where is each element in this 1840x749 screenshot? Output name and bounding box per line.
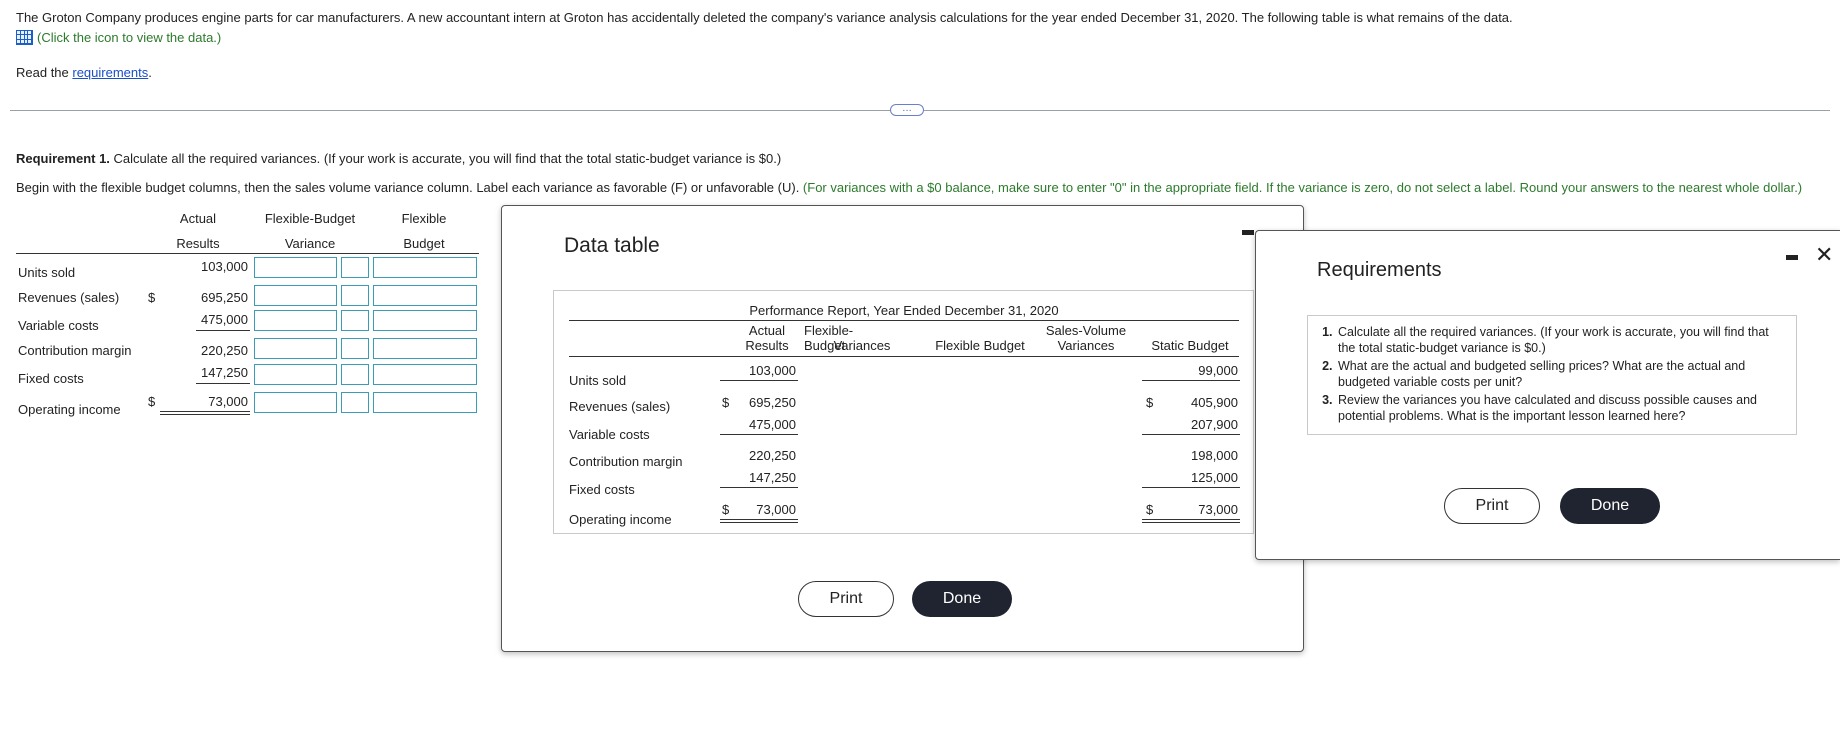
actual-value: 147,250 xyxy=(201,365,248,380)
value-rule xyxy=(1142,434,1240,435)
report-title: Performance Report, Year Ended December 31, 2020 xyxy=(749,303,1059,318)
dollar-sign: $ xyxy=(1146,502,1154,517)
row-label: Operating income xyxy=(569,512,672,527)
actual-value: 73,000 xyxy=(208,394,248,409)
requirement-1-instructions: Begin with the flexible budget columns, then the sales volume variance column. Label each variance as favorable (F) or unfavorable (U). (For variances with a $0 balance, make sure to enter "0" in the appropriate field. If the variance is zero, do not select a label. Round your answers to the nearest whole dollar.) xyxy=(16,180,1803,195)
total-double-rule xyxy=(1142,519,1240,523)
fbv-revenues-label-select[interactable] xyxy=(341,285,369,306)
data-table-dialog xyxy=(501,205,1304,652)
fbv-contribution-margin-input[interactable] xyxy=(254,338,337,359)
requirements-dialog xyxy=(1255,230,1840,560)
fbv-fixed-costs-input[interactable] xyxy=(254,364,337,385)
close-icon[interactable]: ✕ xyxy=(1815,242,1834,267)
header-rule xyxy=(569,356,1239,357)
actual-value: 220,250 xyxy=(749,448,796,463)
requirements-list xyxy=(1308,316,1796,432)
row-label: Contribution margin xyxy=(569,454,683,469)
fbv-operating-income-label-select[interactable] xyxy=(341,392,369,413)
fb-variable-costs-input[interactable] xyxy=(373,310,477,331)
requirement-item: 3. Review the variances you have calculated and discuss possible causes and potential problems. What is the important lesson learned here? xyxy=(1336,392,1786,424)
actual-value: 103,000 xyxy=(201,259,248,274)
actual-value: 475,000 xyxy=(749,417,796,432)
actual-value: 73,000 xyxy=(756,502,796,517)
value-rule xyxy=(1142,487,1240,488)
performance-report-table xyxy=(553,290,1254,534)
requirement-1-heading: Requirement 1. Calculate all the required variances. (If your work is accurate, you will find that the total static-budget variance is $0.) xyxy=(16,151,782,166)
col-actual-1: Actual xyxy=(748,323,786,338)
row-label: Fixed costs xyxy=(18,371,84,386)
row-label: Units sold xyxy=(18,265,76,280)
subtotal-rule xyxy=(196,330,250,331)
fbv-fixed-costs-label-select[interactable] xyxy=(341,364,369,385)
value-rule xyxy=(720,380,798,381)
done-button[interactable]: Done xyxy=(1560,488,1660,524)
actual-value: 103,000 xyxy=(749,363,796,378)
col-header-fbv-2: Variance xyxy=(284,236,336,251)
col-header-actual-2: Results xyxy=(176,236,220,251)
view-data-link[interactable] xyxy=(16,30,221,45)
static-value: 207,900 xyxy=(1191,417,1238,432)
print-button[interactable]: Print xyxy=(1444,488,1540,524)
col-svv-2: Variances xyxy=(1057,338,1115,353)
row-label: Variable costs xyxy=(569,427,650,442)
header-underline xyxy=(16,253,479,254)
static-value: 125,000 xyxy=(1191,470,1238,485)
total-double-rule xyxy=(160,411,250,415)
row-label: Revenues (sales) xyxy=(18,290,120,305)
dialog-title: Data table xyxy=(564,234,660,257)
dollar-sign: $ xyxy=(148,290,156,305)
requirement-item: 2. What are the actual and budgeted selling prices? What are the actual and budgeted variable costs per unit? xyxy=(1336,358,1786,390)
static-value: 405,900 xyxy=(1191,395,1238,410)
dollar-sign: $ xyxy=(1146,395,1154,410)
total-double-rule xyxy=(720,519,798,523)
col-header-fbv-1: Flexible-Budget xyxy=(264,211,356,226)
static-value: 198,000 xyxy=(1191,448,1238,463)
view-data-text[interactable]: (Click the icon to view the data.) xyxy=(37,30,222,45)
fb-units-input[interactable] xyxy=(373,257,477,278)
dollar-sign: $ xyxy=(722,395,730,410)
row-label: Variable costs xyxy=(18,318,99,333)
fbv-units-input[interactable] xyxy=(254,257,337,278)
fb-contribution-margin-input[interactable] xyxy=(373,338,477,359)
actual-value: 695,250 xyxy=(749,395,796,410)
static-value: 99,000 xyxy=(1198,363,1238,378)
requirement-item: 1. Calculate all the required variances. (If your work is accurate, you will find that the total static-budget variance is $0.) xyxy=(1336,324,1786,356)
row-label: Contribution margin xyxy=(18,343,132,358)
col-fbv-1: Flexible-Budget xyxy=(804,323,854,353)
row-label: Units sold xyxy=(569,373,627,388)
row-label: Operating income xyxy=(18,402,121,417)
minimize-icon[interactable] xyxy=(1786,255,1798,260)
value-rule xyxy=(1142,380,1240,381)
fbv-units-label-select[interactable] xyxy=(341,257,369,278)
col-static-budget: Static Budget xyxy=(1151,338,1229,353)
fbv-variable-costs-label-select[interactable] xyxy=(341,310,369,331)
fb-operating-income-input[interactable] xyxy=(373,392,477,413)
fbv-contribution-margin-label-select[interactable] xyxy=(341,338,369,359)
dollar-sign: $ xyxy=(148,394,156,409)
title-rule xyxy=(569,320,1239,321)
done-button[interactable]: Done xyxy=(912,581,1012,617)
static-value: 73,000 xyxy=(1198,502,1238,517)
fbv-variable-costs-input[interactable] xyxy=(254,310,337,331)
col-fbv-2: Variances xyxy=(833,338,891,353)
value-rule xyxy=(720,434,798,435)
minimize-icon[interactable] xyxy=(1242,230,1254,235)
actual-value: 475,000 xyxy=(201,312,248,327)
actual-value: 147,250 xyxy=(749,470,796,485)
table-icon[interactable] xyxy=(16,30,33,45)
fb-revenues-input[interactable] xyxy=(373,285,477,306)
actual-value: 220,250 xyxy=(201,343,248,358)
requirements-link[interactable]: requirements xyxy=(72,65,149,80)
read-requirements-line: Read the requirements. xyxy=(16,65,152,80)
actual-value: 695,250 xyxy=(201,290,248,305)
dollar-sign: $ xyxy=(722,502,730,517)
requirements-list-box xyxy=(1307,315,1797,435)
row-label: Revenues (sales) xyxy=(569,399,671,414)
fbv-operating-income-input[interactable] xyxy=(254,392,337,413)
print-button[interactable]: Print xyxy=(798,581,894,617)
col-header-actual-1: Actual xyxy=(179,211,217,226)
col-actual-2: Results xyxy=(745,338,789,353)
expand-collapse-button[interactable]: … xyxy=(890,104,924,116)
problem-intro: The Groton Company produces engine parts for car manufacturers. A new accountant intern at Groton has accidentally deleted the company's variance analysis calculations for the year ended December 31, 2020. The following table is what remains of the data. xyxy=(16,10,1513,25)
col-flexible-budget: Flexible Budget xyxy=(935,338,1025,353)
value-rule xyxy=(720,487,798,488)
row-label: Fixed costs xyxy=(569,482,635,497)
dialog-title: Requirements xyxy=(1317,259,1442,281)
subtotal-rule xyxy=(196,383,250,384)
col-svv-1: Sales-Volume xyxy=(1045,323,1127,338)
col-header-fb-2: Budget xyxy=(403,236,445,251)
fb-fixed-costs-input[interactable] xyxy=(373,364,477,385)
col-header-fb-1: Flexible xyxy=(401,211,447,226)
fbv-revenues-input[interactable] xyxy=(254,285,337,306)
